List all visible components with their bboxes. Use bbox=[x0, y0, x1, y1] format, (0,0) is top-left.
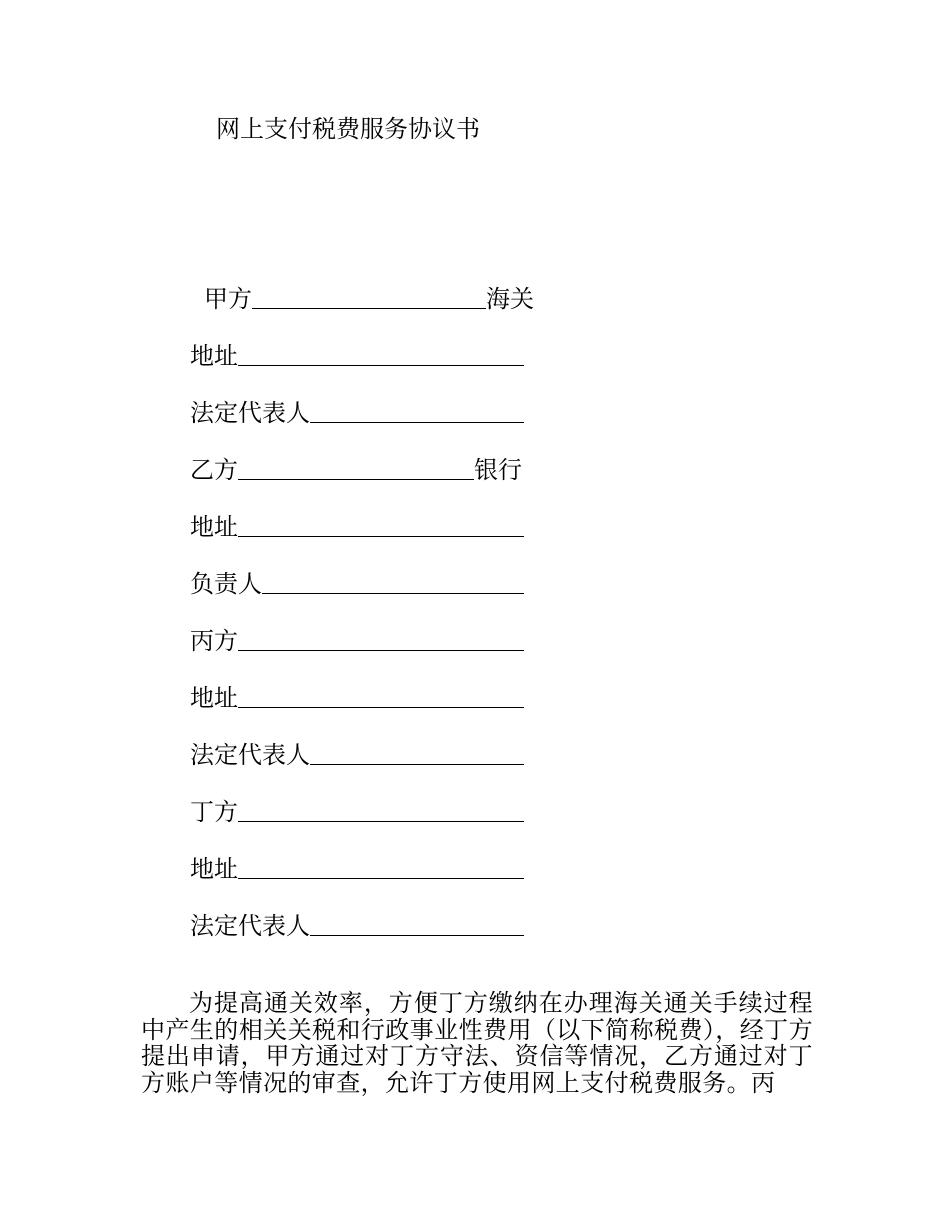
field-label: 丁方 bbox=[190, 798, 238, 826]
party-a-address-field bbox=[190, 341, 524, 371]
fill-in-blank bbox=[238, 685, 524, 708]
field-label: 地址 bbox=[190, 684, 238, 712]
field-label: 甲方 bbox=[204, 285, 252, 313]
party-d-address-field bbox=[190, 854, 524, 884]
field-suffix: 银行 bbox=[474, 456, 522, 484]
party-c-representative-field bbox=[190, 740, 524, 770]
party-c-field bbox=[190, 626, 524, 656]
document-title: 网上支付税费服务协议书 bbox=[216, 115, 480, 143]
fill-in-blank bbox=[238, 457, 474, 480]
fill-in-blank bbox=[252, 286, 486, 309]
fill-in-blank bbox=[310, 913, 524, 936]
party-a-representative-field bbox=[190, 398, 524, 428]
field-suffix: 海关 bbox=[486, 285, 534, 313]
party-a-field bbox=[204, 284, 534, 314]
party-b-address-field bbox=[190, 512, 524, 542]
field-label: 地址 bbox=[190, 342, 238, 370]
field-label: 丙方 bbox=[190, 627, 238, 655]
party-b-manager-field bbox=[190, 569, 524, 599]
party-c-address-field bbox=[190, 683, 524, 713]
party-d-representative-field bbox=[190, 911, 524, 941]
fill-in-blank bbox=[238, 343, 524, 366]
field-label: 地址 bbox=[190, 513, 238, 541]
field-label: 地址 bbox=[190, 855, 238, 883]
fill-in-blank bbox=[238, 856, 524, 879]
fill-in-blank bbox=[238, 628, 524, 651]
fill-in-blank bbox=[238, 514, 524, 537]
fill-in-blank bbox=[262, 571, 524, 594]
fill-in-blank bbox=[310, 742, 524, 765]
field-label: 法定代表人 bbox=[190, 741, 310, 769]
field-label: 乙方 bbox=[190, 456, 238, 484]
fill-in-blank bbox=[310, 400, 524, 423]
body-paragraph: 为提高通关效率，方便丁方缴纳在办理海关通关手续过程中产生的相关关税和行政事业性费用（以下简称税费），经丁方提出申请，甲方通过对丁方守法、资信等情况，乙方通过对丁方账户等情况的审查，允许丁方使用网上支付税费服务。丙 bbox=[141, 989, 813, 1097]
fill-in-blank bbox=[238, 799, 524, 822]
field-label: 法定代表人 bbox=[190, 399, 310, 427]
party-b-field bbox=[190, 455, 522, 485]
field-label: 负责人 bbox=[190, 570, 262, 598]
party-d-field bbox=[190, 797, 524, 827]
field-label: 法定代表人 bbox=[190, 912, 310, 940]
